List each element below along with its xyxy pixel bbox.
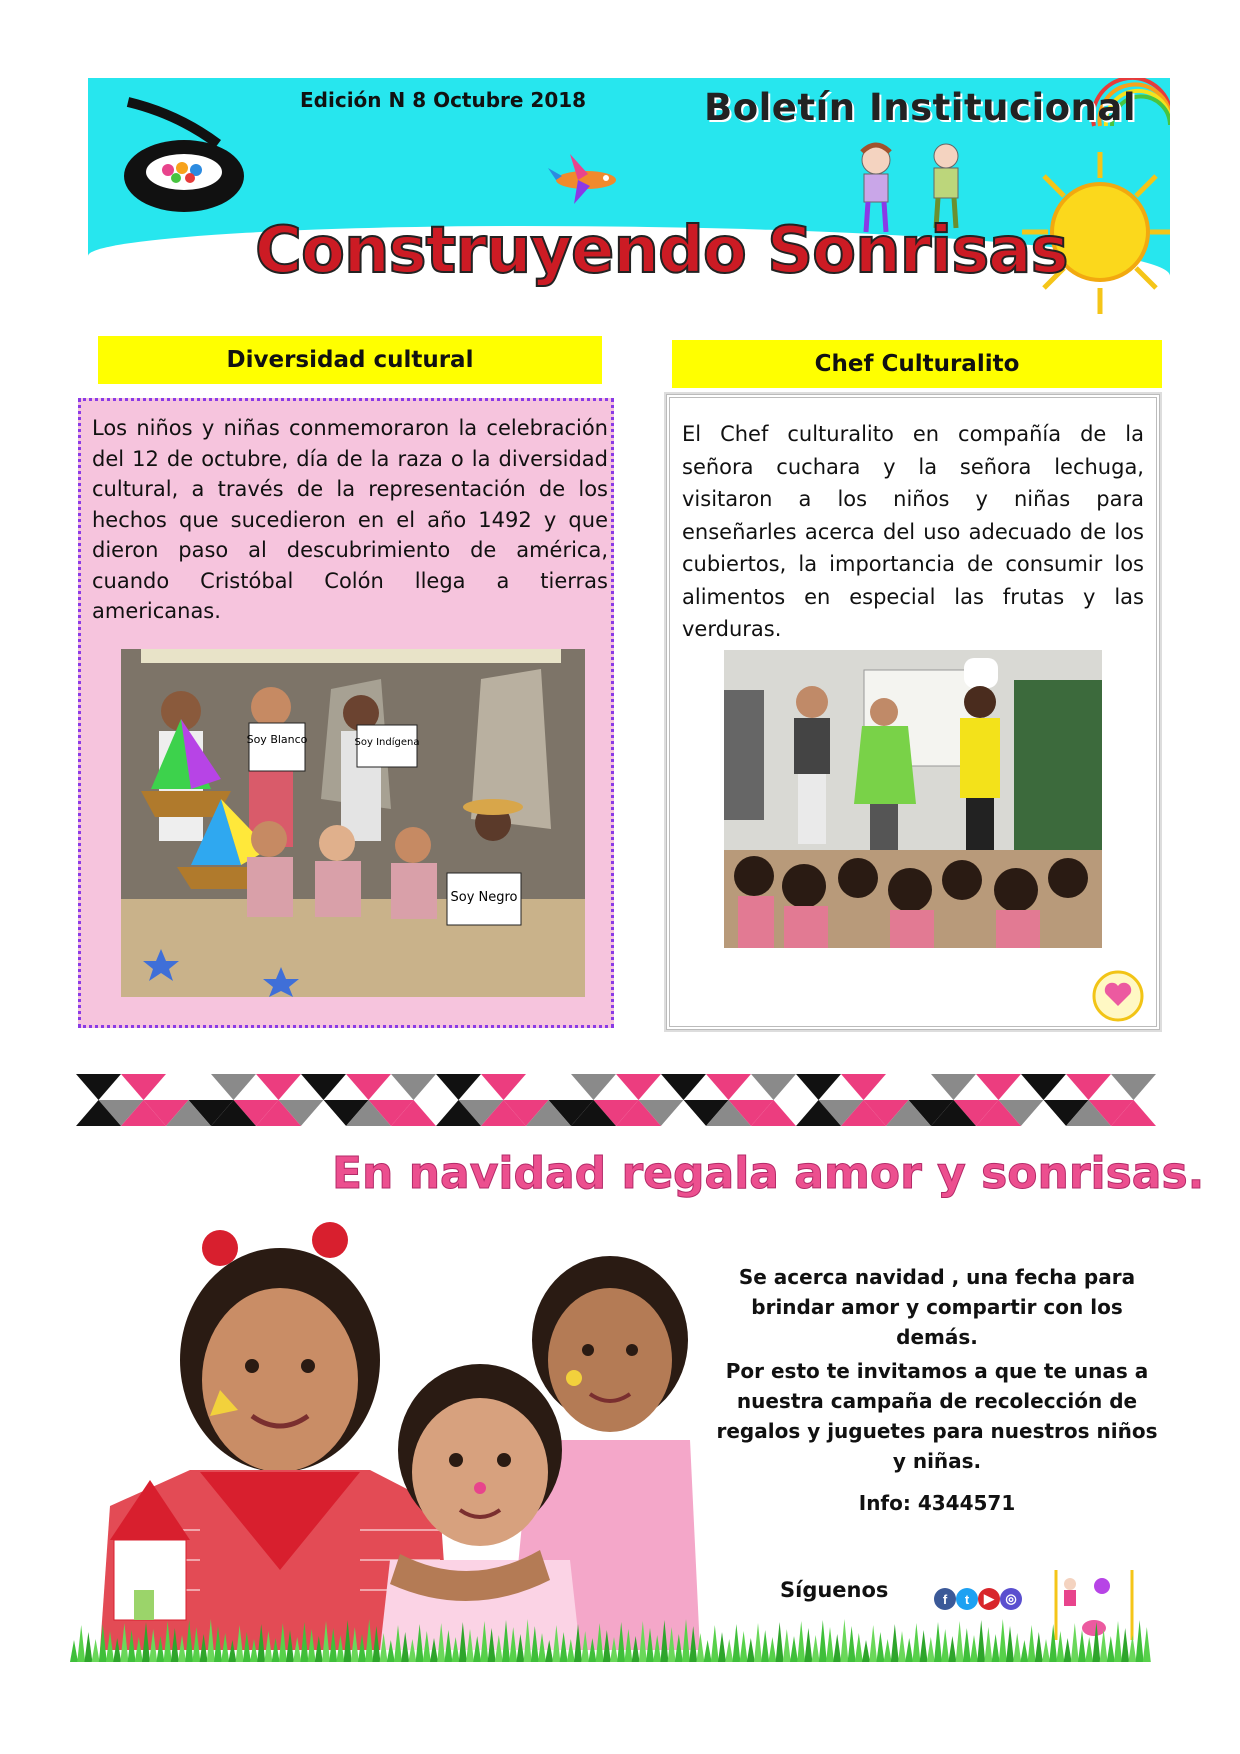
- grass-blade: [1020, 1640, 1028, 1662]
- zigzag-triangle: [481, 1074, 526, 1100]
- grass-blade: [178, 1635, 186, 1662]
- grass-blade: [740, 1631, 748, 1662]
- grass-blade: [128, 1630, 136, 1662]
- follow-us-label: Síguenos: [780, 1578, 889, 1602]
- diversidad-article-text: Los niños y niñas conmemoraron la celebración del 12 de octubre, día de la raza o la diversidad cultural, a través de la representación de los hechos que sucedieron en el año 1492 y que dieron paso al descubrimiento de américa, cuando Cristóbal Colón llega a tierras americanas.: [92, 416, 608, 623]
- girls-photo-illustration: [70, 1210, 710, 1650]
- grass-blade: [1035, 1632, 1043, 1662]
- grass-blade: [516, 1634, 524, 1662]
- zigzag-triangle: [976, 1074, 1021, 1100]
- grass-blade: [502, 1620, 510, 1662]
- grass-blade: [99, 1624, 107, 1662]
- zigzag-triangle: [1066, 1074, 1111, 1100]
- zigzag-triangle: [571, 1074, 616, 1100]
- grass-blade: [660, 1620, 668, 1662]
- grass-blade: [329, 1628, 337, 1662]
- grass-blade: [596, 1623, 604, 1662]
- grass-blade: [423, 1631, 431, 1662]
- christmas-paragraph-1: Se acerca navidad , una fecha para brindar amor y compartir con los demás.: [738, 1265, 1136, 1349]
- grass-blade: [279, 1623, 287, 1662]
- grass-blade: [358, 1634, 366, 1662]
- zigzag-triangle: [751, 1074, 796, 1100]
- facebook-icon[interactable]: f: [934, 1588, 956, 1610]
- grass-blade: [488, 1628, 496, 1662]
- zigzag-triangle: [1111, 1074, 1156, 1100]
- grass-blade: [711, 1625, 719, 1662]
- grass-blade: [1049, 1624, 1057, 1662]
- zigzag-triangle: [211, 1074, 256, 1100]
- grass-blade: [70, 1640, 78, 1662]
- grass-blade: [848, 1626, 856, 1662]
- grass-blade: [466, 1629, 474, 1662]
- grass-blade: [300, 1622, 308, 1662]
- grass-blade: [819, 1620, 827, 1662]
- grass-blade: [192, 1627, 200, 1662]
- zigzag-triangle: [661, 1074, 706, 1100]
- sign-soy-negro: Soy Negro: [450, 890, 518, 905]
- grass-blade: [675, 1634, 683, 1662]
- grass-blade: [1143, 1627, 1151, 1662]
- grass-blade: [1028, 1625, 1036, 1662]
- grass-blade: [840, 1619, 848, 1662]
- grass-blade: [394, 1625, 402, 1662]
- airplane-drawing: [548, 150, 624, 208]
- zigzag-triangle: [706, 1074, 751, 1100]
- grass-blade: [1100, 1629, 1108, 1662]
- grass-blade: [884, 1639, 892, 1662]
- grass-blade: [581, 1631, 589, 1662]
- zigzag-triangle: [436, 1074, 481, 1100]
- grass-blade: [1006, 1626, 1014, 1662]
- grass-blade: [617, 1622, 625, 1662]
- children-costume-photo-illustration: [121, 649, 585, 997]
- grass-blade: [963, 1628, 971, 1662]
- grass-blade: [538, 1633, 546, 1662]
- grass-blade: [545, 1640, 553, 1662]
- grass-blade: [185, 1620, 193, 1662]
- grass-blade: [416, 1624, 424, 1662]
- grass-blade: [200, 1634, 208, 1662]
- grass-blade: [984, 1627, 992, 1662]
- grass-blade: [1121, 1628, 1129, 1662]
- grass-blade: [171, 1628, 179, 1662]
- grass-blade: [1013, 1633, 1021, 1662]
- zigzag-triangle: [1021, 1074, 1066, 1100]
- grass-blade: [948, 1636, 956, 1662]
- grass-blade: [1071, 1623, 1079, 1662]
- grass-blade: [243, 1632, 251, 1662]
- twitter-icon[interactable]: t: [956, 1588, 978, 1610]
- zigzag-divider: [76, 1074, 1156, 1126]
- grass-blade: [639, 1621, 647, 1662]
- christmas-title: En navidad regala amor y sonrisas.: [332, 1148, 1205, 1199]
- grass-blade: [1136, 1620, 1144, 1662]
- newsletter-title: Construyendo Sonrisas: [255, 214, 1068, 288]
- grass-blade: [646, 1628, 654, 1662]
- grass-blade: [524, 1619, 532, 1662]
- grass-blade: [999, 1619, 1007, 1662]
- grass-blade: [473, 1636, 481, 1662]
- zigzag-triangle: [121, 1074, 166, 1100]
- grass-blade: [1085, 1637, 1093, 1662]
- grass-blade: [956, 1621, 964, 1662]
- grass-blade: [689, 1626, 697, 1662]
- zigzag-triangle: [931, 1074, 976, 1100]
- zigzag-triangle: [841, 1074, 886, 1100]
- zigzag-triangle: [76, 1074, 121, 1100]
- grass-blade: [1128, 1635, 1136, 1662]
- grass-blade: [452, 1637, 460, 1662]
- grass-blade: [135, 1637, 143, 1662]
- grass-blade: [934, 1622, 942, 1662]
- grass-blade: [207, 1619, 215, 1662]
- grass-blade: [1056, 1631, 1064, 1662]
- zigzag-triangle: [886, 1074, 931, 1100]
- grass-blade: [214, 1626, 222, 1662]
- zigzag-triangle: [391, 1074, 436, 1100]
- grass-blade: [812, 1635, 820, 1662]
- grass-blade: [264, 1631, 272, 1662]
- grass-blade: [891, 1624, 899, 1662]
- grass-blade: [869, 1625, 877, 1662]
- grass-blade: [920, 1630, 928, 1662]
- grass-blade: [437, 1623, 445, 1662]
- grass-blade: [106, 1631, 114, 1662]
- chef-article-box: [666, 394, 1160, 1030]
- grass-blade: [560, 1632, 568, 1662]
- bulletin-label: Boletín Institucional: [704, 86, 1137, 129]
- grass-blade: [876, 1632, 884, 1662]
- grass-blade: [308, 1629, 316, 1662]
- heart-balloon-icon: [1092, 970, 1144, 1022]
- grass-blade: [272, 1638, 280, 1662]
- grass-blade: [92, 1639, 100, 1662]
- grass-blade: [970, 1635, 978, 1662]
- zigzag-triangle: [616, 1074, 661, 1100]
- grass-blade: [322, 1621, 330, 1662]
- grass-blade: [927, 1637, 935, 1662]
- grass-blade: [718, 1632, 726, 1662]
- section-heading-diversidad: Diversidad cultural: [98, 336, 602, 384]
- grass-blade: [862, 1640, 870, 1662]
- grass-blade: [783, 1629, 791, 1662]
- grass-blade: [351, 1627, 359, 1662]
- grass-blade: [754, 1623, 762, 1662]
- grass-blade: [365, 1619, 373, 1662]
- grass-blade: [624, 1629, 632, 1662]
- grass-blade: [1114, 1621, 1122, 1662]
- youtube-icon[interactable]: ▶: [978, 1588, 1000, 1610]
- sign-soy-blanco: Soy Blanco: [246, 733, 308, 746]
- grass-blade: [704, 1640, 712, 1662]
- grass-blade: [632, 1636, 640, 1662]
- chef-visit-photo-illustration: [724, 650, 1102, 948]
- grass-blade: [380, 1633, 388, 1662]
- grass-blade: [444, 1630, 452, 1662]
- grass-blade: [164, 1621, 172, 1662]
- grass-blade: [344, 1620, 352, 1662]
- grass-blade: [977, 1620, 985, 1662]
- grass-border: [70, 1616, 1154, 1662]
- grass-blade: [747, 1638, 755, 1662]
- edition-label: Edición N 8 Octubre 2018: [300, 88, 587, 112]
- institution-logo: [118, 96, 252, 216]
- grass-blade: [257, 1624, 265, 1662]
- zigzag-triangle: [526, 1074, 571, 1100]
- zigzag-triangle: [166, 1074, 211, 1100]
- grass-blade: [408, 1639, 416, 1662]
- grass-blade: [833, 1634, 841, 1662]
- zigzag-triangle: [301, 1074, 346, 1100]
- grass-blade: [668, 1627, 676, 1662]
- grass-blade: [387, 1640, 395, 1662]
- grass-blade: [905, 1638, 913, 1662]
- grass-blade: [653, 1635, 661, 1662]
- grass-blade: [761, 1630, 769, 1662]
- section-heading-chef: Chef Culturalito: [672, 340, 1162, 388]
- grass-blade: [149, 1629, 157, 1662]
- christmas-info: Info: 4344571: [858, 1491, 1016, 1515]
- grass-blade: [1078, 1630, 1086, 1662]
- grass-blade: [315, 1636, 323, 1662]
- grass-blade: [725, 1639, 733, 1662]
- grass-blade: [401, 1632, 409, 1662]
- grass-blade: [790, 1636, 798, 1662]
- grass-blade: [1107, 1636, 1115, 1662]
- grass-blade: [250, 1639, 258, 1662]
- grass-blade: [509, 1627, 517, 1662]
- grass-blade: [1064, 1638, 1072, 1662]
- grass-blade: [156, 1636, 164, 1662]
- grass-blade: [236, 1625, 244, 1662]
- diversidad-article-box: [78, 398, 614, 1028]
- christmas-paragraph-2: Por esto te invitamos a que te unas a nuestra campaña de recolección de regalos y juguetes para nuestros niños y niñas.: [716, 1359, 1158, 1473]
- chef-article-text: El Chef culturalito en compañía de la señora cuchara y la señora lechuga, visitaron a los niños y niñas para enseñarles acerca del uso adecuado de los cubiertos, la importancia de consumir los alimentos en especial las frutas y las verduras.: [682, 422, 1144, 641]
- grass-blade: [286, 1630, 294, 1662]
- grass-blade: [430, 1638, 438, 1662]
- grass-blade: [682, 1619, 690, 1662]
- chef-photo: [724, 650, 1102, 948]
- grass-blade: [610, 1637, 618, 1662]
- grass-blade: [912, 1623, 920, 1662]
- grass-blade: [142, 1622, 150, 1662]
- grass-blade: [855, 1633, 863, 1662]
- zigzag-triangle: [346, 1074, 391, 1100]
- grass-blade: [941, 1629, 949, 1662]
- grass-blade: [1092, 1622, 1100, 1662]
- grass-blade: [84, 1632, 92, 1662]
- grass-blade: [992, 1634, 1000, 1662]
- grass-blade: [804, 1628, 812, 1662]
- grass-blade: [113, 1638, 121, 1662]
- grass-blade: [826, 1627, 834, 1662]
- zigzag-triangle: [796, 1074, 841, 1100]
- grass-blade: [120, 1623, 128, 1662]
- grass-blade: [221, 1633, 229, 1662]
- grass-blade: [531, 1626, 539, 1662]
- grass-blade: [574, 1624, 582, 1662]
- grass-blade: [228, 1640, 236, 1662]
- grass-blade: [552, 1625, 560, 1662]
- grass-blade: [898, 1631, 906, 1662]
- grass-blade: [732, 1624, 740, 1662]
- grass-blade: [797, 1621, 805, 1662]
- sign-soy-indigena: Soy Indígena: [354, 737, 420, 748]
- grass-blade: [696, 1633, 704, 1662]
- grass-blade: [1042, 1639, 1050, 1662]
- grass-blade: [480, 1621, 488, 1662]
- grass-blade: [603, 1630, 611, 1662]
- grass-blade: [77, 1625, 85, 1662]
- grass-blade: [776, 1622, 784, 1662]
- instagram-icon[interactable]: ◎: [1000, 1588, 1022, 1610]
- grass-blade: [336, 1635, 344, 1662]
- grass-blade: [567, 1639, 575, 1662]
- grass-blade: [495, 1635, 503, 1662]
- grass-blade: [293, 1637, 301, 1662]
- diversidad-photo: [121, 649, 585, 997]
- grass-blade: [588, 1638, 596, 1662]
- grass-blade: [459, 1622, 467, 1662]
- zigzag-triangle: [256, 1074, 301, 1100]
- grass-blade: [372, 1626, 380, 1662]
- grass-blade: [768, 1637, 776, 1662]
